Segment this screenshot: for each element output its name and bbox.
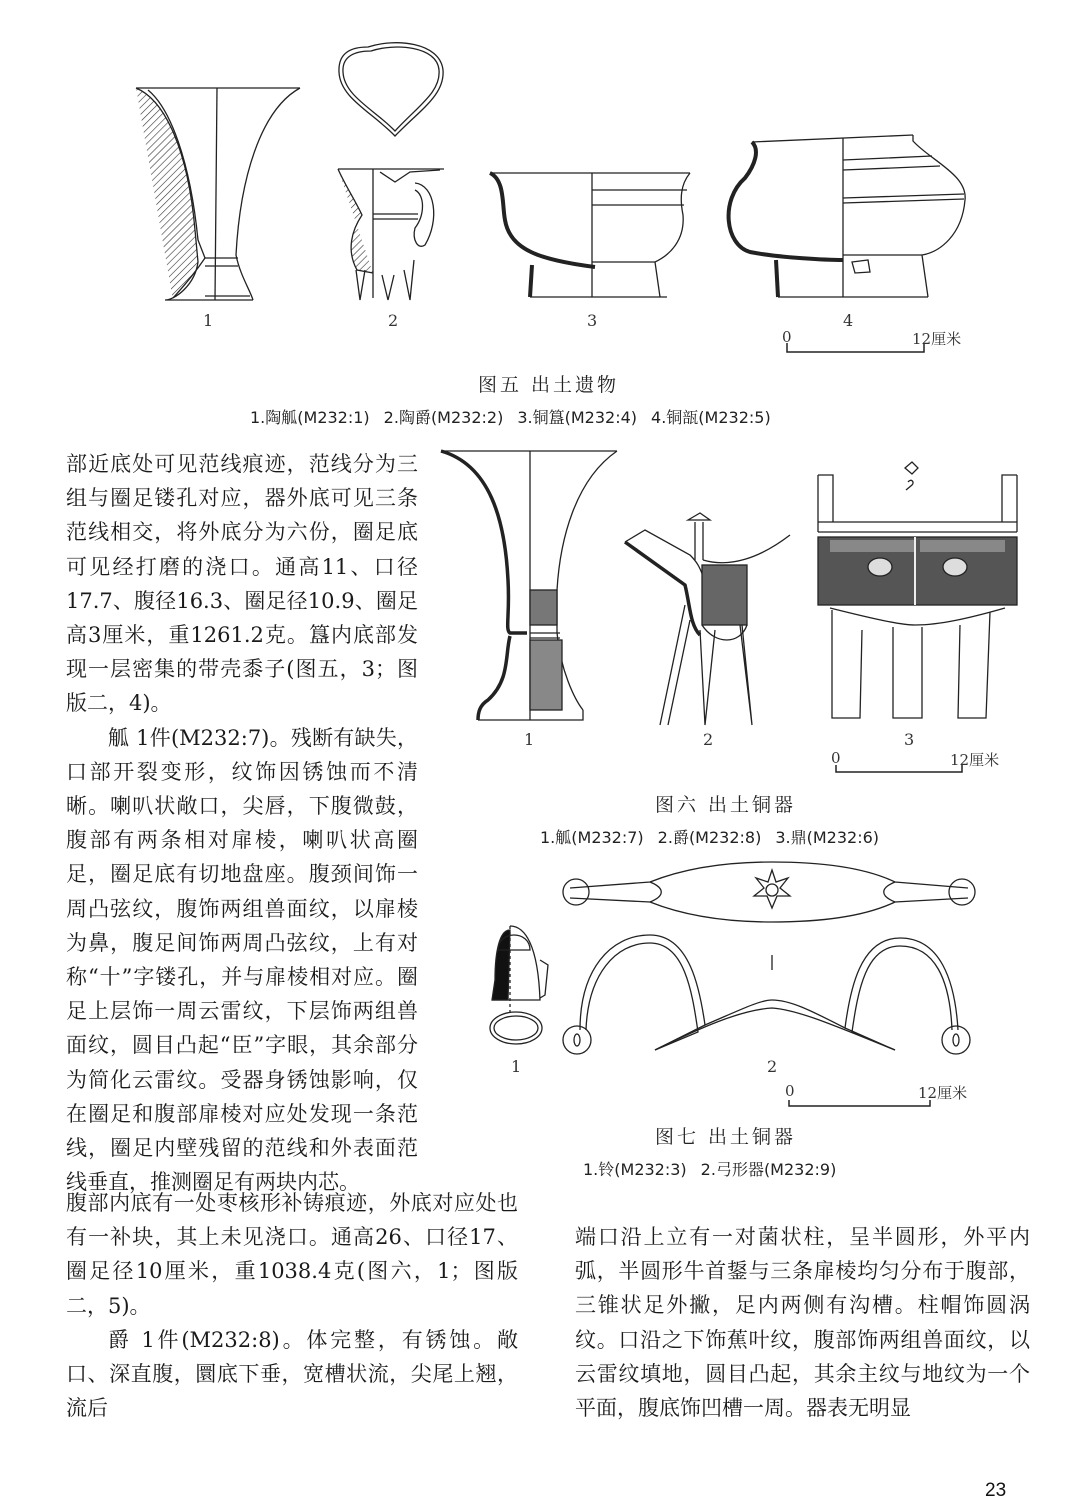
bow-shaped-object-drawing [563,862,975,1054]
paragraph-jue-continued: 端口沿上立有一对菌状柱，呈半圆形，外平内弧，半圆形牛首鋬与三条扉棱均匀分布于腹部，三锥状足外撇，足内两侧有沟槽。柱帽饰圆涡纹。口沿之下饰蕉叶纹，腹部饰两组兽面纹，以云雷纹填地，圆目凸起，其余主纹与地纹为一个平面，腹底饰凹槽一周。器表无明显 [575,1225,1030,1421]
figure-6-items [540,825,893,848]
bronze-ding-drawing [818,462,1017,718]
pottery-jue-drawing [338,43,444,300]
bronze-bu-drawing [729,135,966,297]
figure-6-label-3: 3 [904,730,915,749]
paragraph-gu: 觚 1件(M232:7)。残断有缺失，口部开裂变形，纹饰因锈蚀而不清晰。喇叭状敞口，尖唇，下腹微鼓，腹部有两条相对扉棱，喇叭状高圈足，圈足底有切地盘座。腹颈间饰一周凸弦纹，腹饰两组兽面纹，以扉棱为鼻，腹足间饰两周凸弦纹，上有对称“十”字镂孔，并与扉棱相对应。圈足上层饰一周云雷纹，下层饰两组兽面纹，圆目凸起“臣”字眼，其余部分为简化云雷纹。受器身锈蚀影响，仅在圈足和腹部扉棱对应处发现一条范线，圈足内壁残留的范线和外表面范线垂直，推测圈足有两块内芯。 [66,725,418,1195]
figure-7-label-1: 1 [511,1057,522,1076]
bronze-gu-drawing [441,451,617,720]
figure-6-title: 图六 出土铜器 [655,794,797,816]
figure-6-label-2: 2 [703,730,714,749]
paragraph-jue: 爵 1件(M232:8)。体完整，有锈蚀。敞口、深直腹，圜底下垂，宽槽状流，尖尾上翘，流后 [66,1327,518,1421]
figure-5-scale-end: 12厘米 [912,330,962,348]
figure-7-scale-start: 0 [785,1082,795,1100]
figure-6-drawings [0,440,1080,780]
figure-6-item: 1.觚(M232:7) [540,828,644,847]
figure-7-scale-end: 12厘米 [918,1084,968,1102]
figure-7-label-2: 2 [767,1057,778,1076]
bronze-bell-drawing [490,926,548,1044]
figure-6-label-1: 1 [524,730,535,749]
figure-6-scale-bar [836,765,962,772]
figure-7-title: 图七 出土铜器 [655,1126,797,1148]
right-text-block [575,1220,1030,1425]
figure-7-items [583,1157,850,1180]
paragraph-gu-continued: 腹部内底有一处枣核形补铸痕迹，外底对应处也有一补块，其上未见浇口。通高26、口径17、圈足径10厘米，重1038.4克(图六，1；图版二，5)。 [66,1191,518,1318]
figure-5-title: 图五 出土遗物 [478,374,620,396]
figure-5-item: 3.铜簋(M232:4) [517,408,638,427]
figure-5-label-1: 1 [203,311,214,330]
page-number: 23 [985,1480,1007,1501]
left-text-block-2 [66,1186,518,1425]
bronze-jue-drawing [625,513,790,725]
figure-5-label-2: 2 [388,311,399,330]
figure-5-label-3: 3 [587,311,598,330]
paragraph-gui-continued: 部近底处可见范线痕迹，范线分为三组与圈足镂孔对应，器外底可见三条范线相交，将外底分为六份，圈足底可见经打磨的浇口。通高11、口径17.7、腹径16.3、圈足径10.9、圈足高3厘米，重1261.2克。簋内底部发现一层密集的带壳黍子(图五，3；图版二，4)。 [66,452,418,716]
figure-5-scale-bar [787,343,924,352]
figure-6-scale-start: 0 [831,749,841,767]
figure-7-drawings [0,850,1080,1110]
pottery-gu-drawing [136,88,300,300]
figure-6-item: 3.鼎(M232:6) [775,828,880,847]
figure-5-scale-start: 0 [782,328,792,346]
figure-5-item: 1.陶觚(M232:1) [250,408,370,427]
figure-6-scale-end: 12厘米 [950,751,1000,769]
figure-5-item: 2.陶爵(M232:2) [383,408,504,427]
figure-7-scale-bar [789,1100,930,1106]
bronze-gui-drawing [490,173,690,297]
figure-5-label-4: 4 [843,311,854,330]
figure-5-items [250,405,785,428]
figure-5-item: 4.铜瓿(M232:5) [651,408,771,427]
figure-7-item: 2.弓形器(M232:9) [700,1160,837,1179]
figure-7-item: 1.铃(M232:3) [583,1160,687,1179]
figure-6-item: 2.爵(M232:8) [657,828,762,847]
